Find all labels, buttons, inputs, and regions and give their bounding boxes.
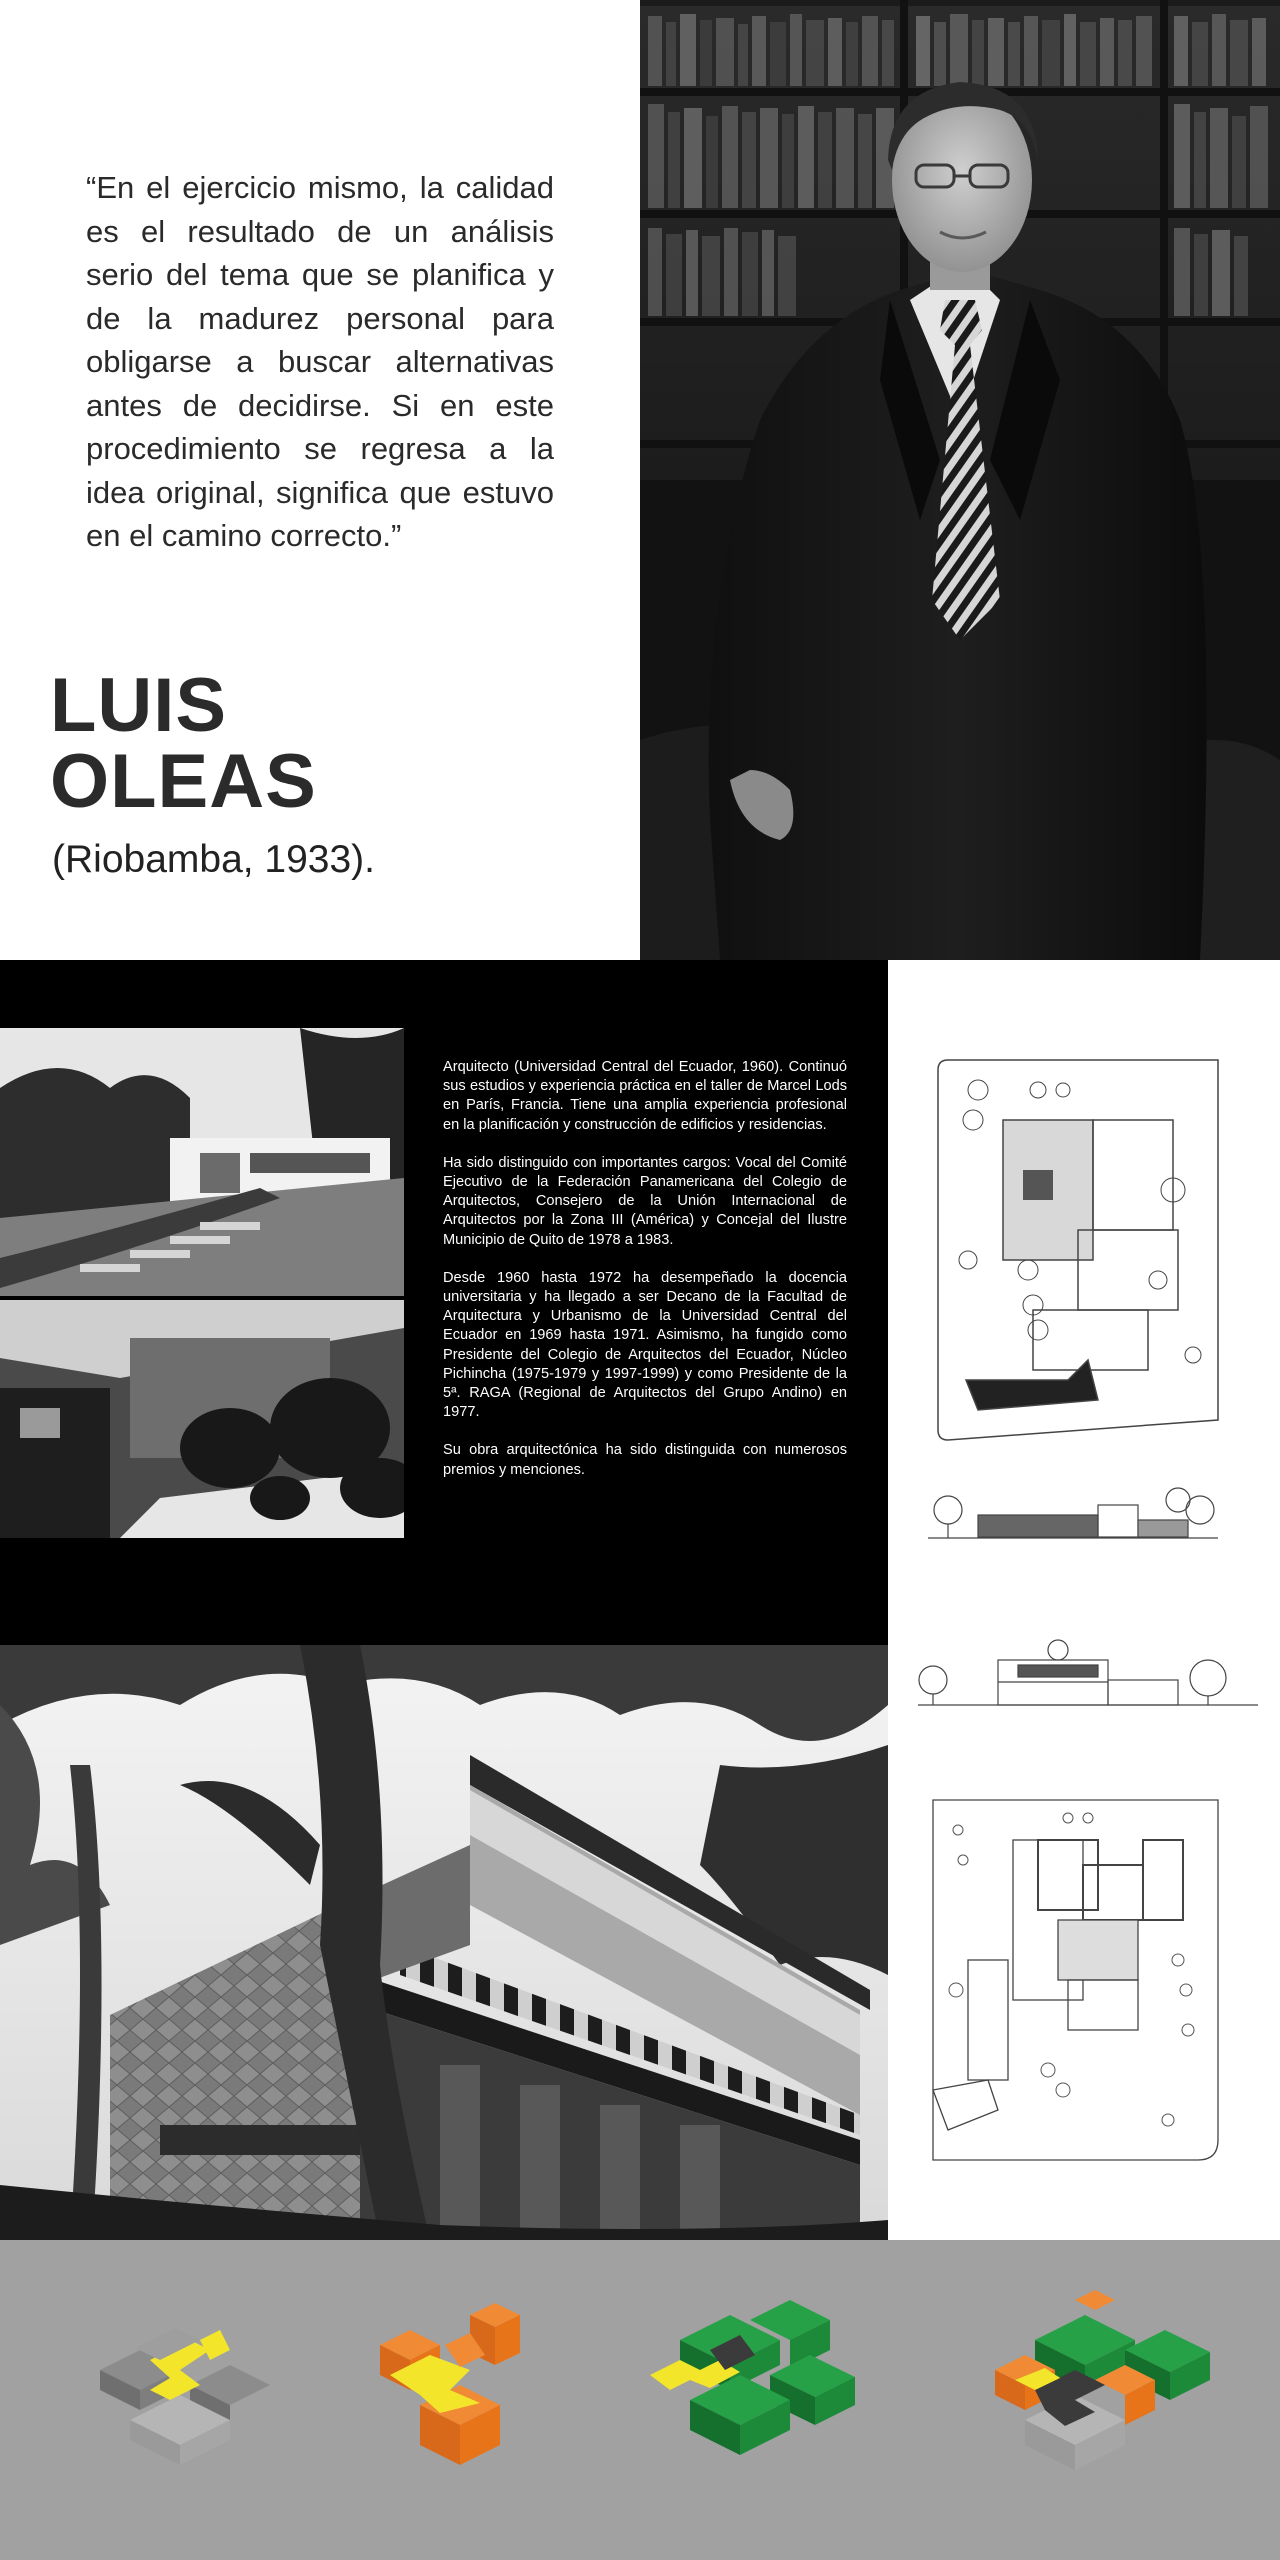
axonometric-diagrams — [0, 2240, 1280, 2560]
site-plan-1 — [938, 1060, 1218, 1440]
biography-text — [443, 1058, 847, 1499]
building-illustration — [0, 1645, 888, 2240]
portrait-illustration — [640, 0, 1280, 960]
last-name: OLEAS — [50, 739, 317, 824]
axonometric-diagram-1 — [80, 2300, 280, 2470]
bio-paragraph: Ha sido distinguido con importantes cargos: Vocal del Comité Ejecutivo de la Federación Panamericana del Colegio de Arquitectos, Consejero de la Unión Internacional de Arquitectos por la Zona III (América) y Concejal del Ilustre Municipio de Quito de 1978 a 1983. — [443, 1154, 847, 1248]
building-photo — [0, 1645, 888, 2240]
site-plan-2 — [933, 1800, 1218, 2160]
photo-collage — [0, 1028, 404, 1538]
bio-paragraph: Arquitecto (Universidad Central del Ecuador, 1960). Continuó sus estudios y experiencia práctica en el taller de Marcel Lods en París, Francia. Tiene una amplia experiencia profesional en la planificación y construcción de edificios y residencias. — [443, 1059, 847, 1133]
bio-paragraph: Su obra arquitectónica ha sido distinguida con numerosos premios y menciones. — [443, 1442, 847, 1478]
biography-section — [0, 960, 888, 1645]
quote-text: “En el ejercicio mismo, la calidad es el resultado de un análisis serio del tema que se planifica y de la madurez personal para obligarse a buscar alternativas antes de decidirse. Si en este procedimiento se regresa a la idea original, significa que estuvo en el camino correcto.” — [86, 170, 554, 553]
axonometric-diagram-3 — [640, 2280, 860, 2470]
architect-name — [50, 663, 570, 824]
portrait-photo — [640, 0, 1280, 960]
first-name: LUIS — [50, 663, 228, 748]
collage-illustration — [0, 1028, 404, 1538]
birth-info: (Riobamba, 1933). — [52, 838, 376, 881]
elevation-1 — [928, 1488, 1218, 1538]
hero-section — [0, 0, 1280, 960]
elevation-2 — [918, 1640, 1258, 1705]
architectural-drawings — [888, 960, 1280, 2240]
axonometric-diagram-2 — [370, 2295, 530, 2470]
drawings-illustration — [888, 960, 1280, 2240]
bio-paragraph: Desde 1960 hasta 1972 ha desempeñado la docencia universitaria y ha llegado a ser Decano de la Facultad de Arquitectura y Urbanismo de la Universidad Central del Ecuador en 1969 hasta 1971. Asimismo, ha fungido como Presidente del Colegio de Arquitectos del Ecuador, Núcleo Pichincha (1975-1979 y 1997-1999) y como Presidente de la 5ª. RAGA (Regional de Arquitectos del Grupo Andino) en 1977. — [443, 1269, 847, 1421]
axonometric-diagram-4 — [975, 2280, 1215, 2480]
